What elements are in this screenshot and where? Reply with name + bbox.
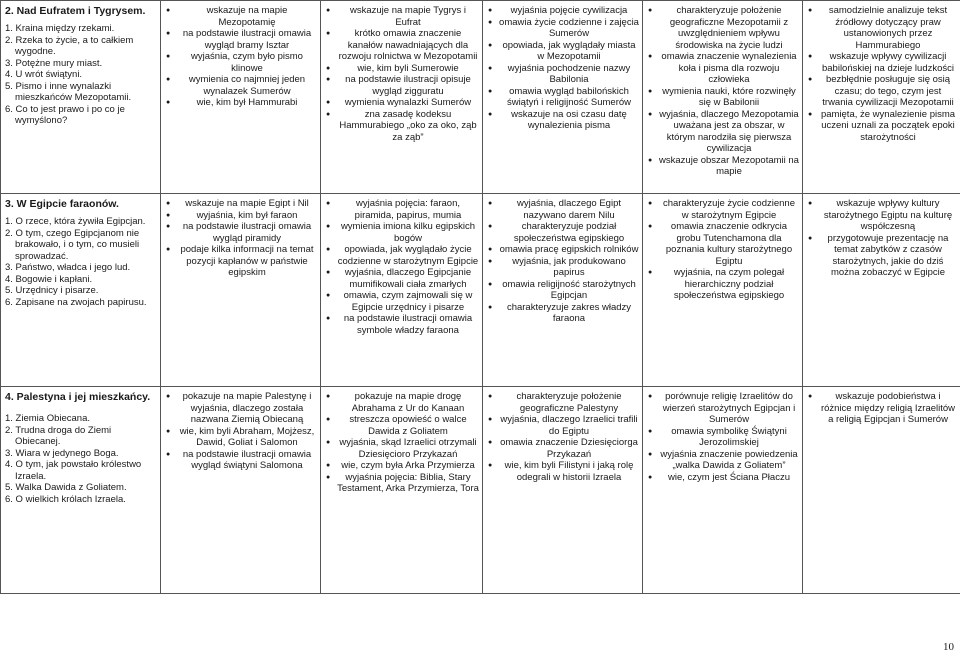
requirement-item: ● przygotowuje prezentację na temat zabytków z czasów starożytnych, jakie do dziś można zobaczyć w Egipcie (807, 233, 957, 279)
requirement-item: ● wyjaśnia pojęcie cywilizacja (487, 5, 639, 17)
requirement-item: ● na podstawie ilustracji opisuje wygląd zigguratu (325, 74, 479, 97)
requirement-item: ● charakteryzuje podział społeczeństwa egipskiego (487, 221, 639, 244)
subtopic-list (5, 23, 157, 127)
requirements-cell (321, 1, 483, 194)
requirement-item: ● wyjaśnia znaczenie powiedzenia „walka Dawida z Goliatem” (647, 449, 799, 472)
requirement-item: ● charakteryzuje położenie geograficzne Palestyny (487, 391, 639, 414)
requirement-item: ● wie, kim byli Sumerowie (325, 63, 479, 75)
subtopic: 6. O wielkich królach Izraela. (5, 493, 126, 505)
table-row (1, 387, 960, 594)
requirement-item: ● wie, czym była Arka Przymierza (325, 460, 479, 472)
requirement-item: ● charakteryzuje położenie geograficzne Mezopotamii z uwzględnieniem wpływu środowiska na życie ludzi (647, 5, 799, 51)
requirements-cell (643, 387, 803, 594)
subtopic: 3. Państwo, władca i jego lud. (5, 262, 131, 273)
requirement-item: ● opowiada, jak wyglądało życie codzienne w starożytnym Egipcie (325, 244, 479, 267)
page-number: 10 (943, 641, 954, 653)
subtopic: 6. Zapisane na zwojach papirusu. (5, 296, 147, 308)
subtopic: 3. Wiara w jedynego Boga. (5, 447, 119, 459)
requirement-item: ● wyjaśnia, dlaczego Egipt nazywano darem Nilu (487, 198, 639, 221)
subtopic-list (5, 216, 157, 308)
requirement-item: ● wyjaśnia pojęcia: Biblia, Stary Testament, Arka Przymierza, Tora (325, 472, 479, 495)
requirements-cell (321, 387, 483, 594)
requirement-item: ● wie, czym jest Ściana Płaczu (647, 472, 799, 484)
requirements-cell (803, 194, 960, 387)
requirements-cell (161, 1, 321, 194)
requirement-item: ● wyjaśnia, na czym polegał hierarchiczny podział społeczeństwa egipskiego (647, 267, 799, 302)
requirements-cell (161, 194, 321, 387)
subtopic: 2. Rzeka to życie, a to całkiem wygodne. (5, 34, 134, 57)
topic-cell (1, 194, 161, 387)
requirements-cell (161, 387, 321, 594)
requirement-item: ● charakteryzuje życie codzienne w starożytnym Egipcie (647, 198, 799, 221)
requirement-item: ● wyjaśnia, jak produkowano papirus (487, 256, 639, 279)
requirement-item: ● wyjaśnia, skąd Izraelici otrzymali Dziesięcioro Przykazań (325, 437, 479, 460)
requirement-item: ● wyjaśnia, dlaczego Egipcjanie mumifikowali ciała zmarłych (325, 267, 479, 290)
requirement-item: ● omawia znaczenie wynalezienia koła i pisma dla rozwoju człowieka (647, 51, 799, 86)
requirement-item: ● wskazuje wpływy kultury starożytnego Egiptu na kulturę współczesną (807, 198, 957, 233)
requirement-item: ● omawia pracę egipskich rolników (487, 244, 639, 256)
subtopic: 5. Urzędnicy i pisarze. (5, 285, 99, 296)
requirement-item: ● wskazuje wpływy cywilizacji babilońskiej na dzieje ludzkości (807, 51, 957, 74)
requirements-cell (803, 1, 960, 194)
requirement-item: ● pokazuje na mapie Palestynę i wyjaśnia, dlaczego została nazwana Ziemią Obiecaną (165, 391, 317, 426)
requirement-item: ● wyjaśnia pojęcia: faraon, piramida, papirus, mumia (325, 198, 479, 221)
requirement-item: ● omawia symbolikę Świątyni Jerozolimskiej (647, 426, 799, 449)
requirement-item: ● wyjaśnia, dlaczego Mezopotamia uważana jest za obszar, w którym narodziła się pierwsza cywilizacja (647, 109, 799, 155)
requirement-item: ● opowiada, jak wyglądały miasta w Mezopotamii (487, 40, 639, 63)
requirement-item: ● omawia znaczenie odkrycia grobu Tutenchamona dla poznania kultury starożytnego Egiptu (647, 221, 799, 267)
requirement-item: ● na podstawie ilustracji omawia wygląd piramidy (165, 221, 317, 244)
requirement-item: ● streszcza opowieść o walce Dawida z Goliatem (325, 414, 479, 437)
table-row (1, 1, 960, 194)
requirements-cell (643, 194, 803, 387)
subtopic: 4. O tym, jak powstało królestwo Izraela. (5, 459, 142, 482)
requirement-item: ● wskazuje na mapie Mezopotamię (165, 5, 317, 28)
subtopic: 1. Kraina między rzekami. (5, 23, 115, 34)
requirement-item: ● omawia, czym zajmowali się w Egipcie urzędnicy i pisarze (325, 290, 479, 313)
subtopic: 5. Walka Dawida z Goliatem. (5, 482, 127, 493)
requirement-item: ● zna zasadę kodeksu Hammurabiego „oko za oko, ząb za ząb” (325, 109, 479, 144)
requirement-item: ● wyjaśnia, dlaczego Izraelici trafili do Egiptu (487, 414, 639, 437)
subtopic: 2. O tym, czego Egipcjanom nie brakowało, i o tym, co musieli sprowadzać. (5, 227, 140, 262)
subtopic: 1. Ziemia Obiecana. (5, 413, 91, 424)
requirement-item: ● wymienia imiona kilku egipskich bogów (325, 221, 479, 244)
section-title: 2. Nad Eufratem i Tygrysem. (5, 5, 146, 17)
subtopic: 3. Potężne mury miast. (5, 57, 103, 69)
requirements-cell (483, 194, 643, 387)
requirement-item: ● wymienia nauki, które rozwinęły się w Babilonii (647, 86, 799, 109)
subtopic: 2. Trudna droga do Ziemi Obiecanej. (5, 424, 112, 447)
requirement-item: ● wskazuje na mapie Egipt i Nil (165, 198, 317, 210)
requirement-item: ● wyjaśnia, czym było pismo klinowe (165, 51, 317, 74)
requirement-item: ● wyjaśnia, kim był faraon (165, 210, 317, 222)
requirement-item: ● porównuje religię Izraelitów do wierzeń starożytnych Egipcjan i Sumerów (647, 391, 799, 426)
requirement-item: ● wskazuje obszar Mezopotamii na mapie (647, 155, 799, 178)
requirement-item: ● wie, kim byli Abraham, Mojżesz, Dawid, Goliat i Salomon (165, 426, 317, 449)
requirement-item: ● na podstawie ilustracji omawia wygląd świątyni Salomona (165, 449, 317, 472)
requirement-item: ● wymienia co najmniej jeden wynalazek Sumerów (165, 74, 317, 97)
table-row (1, 194, 960, 387)
requirement-item: ● wyjaśnia pochodzenie nazwy Babilonia (487, 63, 639, 86)
requirement-item: ● omawia życie codzienne i zajęcia Sumerów (487, 17, 639, 40)
requirement-item: ● omawia religijność starożytnych Egipcjan (487, 279, 639, 302)
requirements-cell (803, 387, 960, 594)
subtopic: 1. O rzece, która żywiła Egipcjan. (5, 216, 146, 227)
requirement-item: ● na podstawie ilustracji omawia wygląd bramy Isztar (165, 28, 317, 51)
requirement-item: ● wymienia wynalazki Sumerów (325, 97, 479, 109)
requirement-item: ● bezbłędnie posługuje się osią czasu; do tego, czym jest trwania cywilizacji Mezopotamii (807, 74, 957, 109)
section-title: 3. W Egipcie faraonów. (5, 198, 119, 210)
topic-cell (1, 1, 161, 194)
subtopic-list (5, 413, 157, 505)
subtopic: 4. U wrót świątyni. (5, 69, 83, 80)
requirement-item: ● pokazuje na mapie drogę Abrahama z Ur do Kanaan (325, 391, 479, 414)
requirement-item: ● wskazuje na osi czasu datę wynalezienia pisma (487, 109, 639, 132)
requirement-item: ● omawia znaczenie Dziesięciorga Przykazań (487, 437, 639, 460)
subtopic: 6. Co to jest prawo i po co je wymyślono? (5, 103, 125, 126)
requirement-item: ● wie, kim był Hammurabi (165, 97, 317, 109)
topic-cell (1, 387, 161, 594)
requirement-item: ● na podstawie ilustracji omawia symbole władzy faraona (325, 313, 479, 336)
subtopic: 5. Pismo i inne wynalazki mieszkańców Mezopotamii. (5, 80, 132, 103)
requirement-item: ● charakteryzuje zakres władzy faraona (487, 302, 639, 325)
section-title: 4. Palestyna i jej mieszkańcy. (5, 391, 151, 403)
requirement-item: ● samodzielnie analizuje tekst źródłowy dotyczący praw ustanowionych przez Hammurabiego (807, 5, 957, 51)
requirement-item: ● omawia wygląd babilońskich świątyń i religijność Sumerów (487, 86, 639, 109)
requirements-cell (321, 194, 483, 387)
requirement-item: ● pamięta, że wynalezienie pisma uczeni uznali za początek epoki starożytności (807, 109, 957, 144)
requirements-cell (483, 387, 643, 594)
requirements-cell (643, 1, 803, 194)
requirement-item: ● wskazuje na mapie Tygrys i Eufrat (325, 5, 479, 28)
requirements-cell (483, 1, 643, 194)
requirement-item: ● podaje kilka informacji na temat pozycji kapłanów w państwie egipskim (165, 244, 317, 279)
requirement-item: ● wie, kim byli Filistyni i jaką rolę odegrali w historii Izraela (487, 460, 639, 483)
requirement-item: ● wskazuje podobieństwa i różnice między religią Izraelitów a religią Egipcjan i Sumerów (807, 391, 957, 426)
requirement-item: ● krótko omawia znaczenie kanałów nawadniających dla rozwoju rolnictwa w Mezopotamii (325, 28, 479, 63)
subtopic: 4. Bogowie i kapłani. (5, 273, 93, 285)
